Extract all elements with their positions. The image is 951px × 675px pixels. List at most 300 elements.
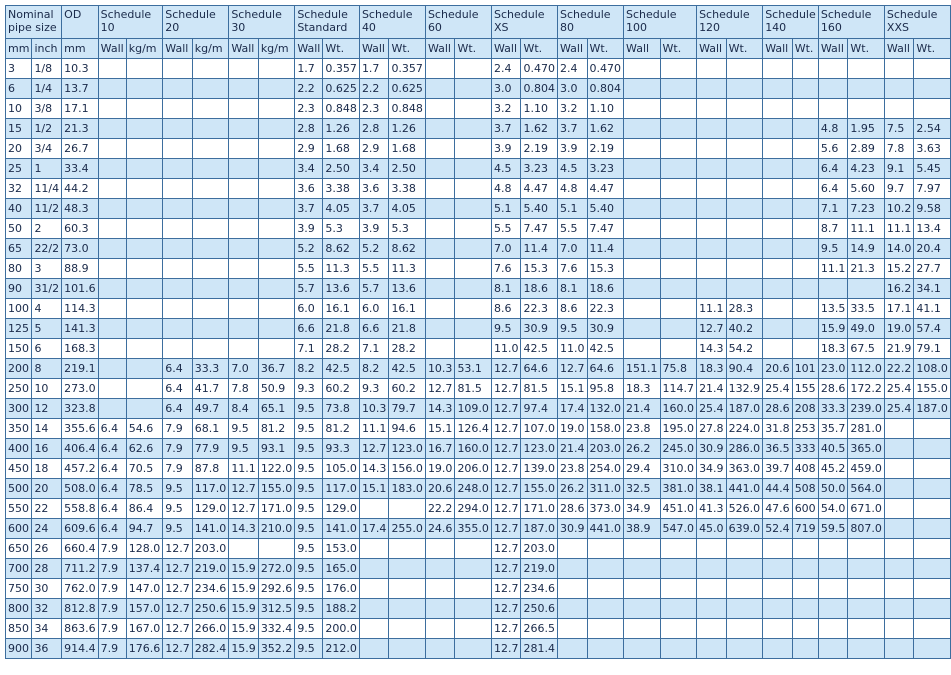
table-cell: 18.6 bbox=[521, 279, 558, 299]
table-cell bbox=[792, 639, 818, 659]
table-cell bbox=[792, 119, 818, 139]
table-cell bbox=[884, 419, 914, 439]
table-cell: 18.3 bbox=[624, 379, 661, 399]
table-cell: 23.8 bbox=[624, 419, 661, 439]
table-cell: 2.4 bbox=[491, 59, 521, 79]
table-cell bbox=[587, 599, 624, 619]
table-cell: 12.7 bbox=[491, 419, 521, 439]
table-cell bbox=[792, 619, 818, 639]
table-cell bbox=[624, 219, 661, 239]
table-cell: 15.2 bbox=[884, 259, 914, 279]
table-cell: 32 bbox=[6, 179, 32, 199]
table-cell bbox=[229, 179, 259, 199]
table-cell: 1.7 bbox=[295, 59, 323, 79]
table-cell: 0.625 bbox=[389, 79, 426, 99]
table-cell: 75.8 bbox=[660, 359, 697, 379]
table-cell: 812.8 bbox=[62, 599, 99, 619]
table-cell: 1.95 bbox=[848, 119, 885, 139]
table-cell: 14.9 bbox=[848, 239, 885, 259]
table-cell bbox=[258, 239, 295, 259]
table-cell: 8.62 bbox=[389, 239, 426, 259]
table-cell: 13.5 bbox=[818, 299, 848, 319]
table-cell: 3.7 bbox=[295, 199, 323, 219]
table-cell: 129.0 bbox=[323, 499, 360, 519]
table-cell bbox=[389, 499, 426, 519]
table-cell: 9.5 bbox=[163, 519, 193, 539]
table-cell: 87.8 bbox=[192, 459, 229, 479]
table-cell: 81.5 bbox=[455, 379, 492, 399]
table-cell: 16.7 bbox=[425, 439, 455, 459]
table-cell bbox=[192, 279, 229, 299]
table-cell: 52.4 bbox=[763, 519, 793, 539]
table-cell bbox=[126, 199, 163, 219]
table-cell: 3.4 bbox=[359, 159, 389, 179]
table-cell bbox=[558, 559, 588, 579]
table-cell bbox=[163, 179, 193, 199]
table-cell: 807.0 bbox=[848, 519, 885, 539]
header-subheader-row bbox=[6, 39, 951, 59]
table-cell: 660.4 bbox=[62, 539, 99, 559]
table-cell: 2.3 bbox=[295, 99, 323, 119]
table-cell: 7.6 bbox=[491, 259, 521, 279]
table-cell: 60.2 bbox=[323, 379, 360, 399]
table-cell: 11.0 bbox=[558, 339, 588, 359]
table-cell: 2.54 bbox=[914, 119, 951, 139]
table-cell: 50 bbox=[6, 219, 32, 239]
table-cell bbox=[455, 339, 492, 359]
table-cell bbox=[697, 79, 727, 99]
table-cell: 26.2 bbox=[624, 439, 661, 459]
table-cell bbox=[163, 199, 193, 219]
table-cell bbox=[914, 439, 951, 459]
table-cell: 16.2 bbox=[884, 279, 914, 299]
table-cell bbox=[763, 139, 793, 159]
header-subheader-cell: Wall bbox=[229, 39, 259, 59]
table-cell bbox=[558, 579, 588, 599]
table-cell: 33.4 bbox=[62, 159, 99, 179]
table-cell: 112.0 bbox=[848, 359, 885, 379]
table-cell: 206.0 bbox=[455, 459, 492, 479]
table-cell bbox=[792, 179, 818, 199]
table-cell: 31.8 bbox=[763, 419, 793, 439]
table-cell: 39.7 bbox=[763, 459, 793, 479]
table-cell bbox=[98, 279, 126, 299]
table-cell: 2.89 bbox=[848, 139, 885, 159]
table-cell: 126.4 bbox=[455, 419, 492, 439]
table-cell bbox=[624, 539, 661, 559]
table-cell: 1.62 bbox=[521, 119, 558, 139]
table-cell: 8.2 bbox=[359, 359, 389, 379]
table-cell: 65.1 bbox=[258, 399, 295, 419]
table-cell: 1.10 bbox=[587, 99, 624, 119]
table-cell bbox=[697, 259, 727, 279]
table-cell bbox=[192, 319, 229, 339]
table-cell: 4 bbox=[32, 299, 62, 319]
table-cell: 10.3 bbox=[62, 59, 99, 79]
table-cell bbox=[763, 179, 793, 199]
table-cell: 6.4 bbox=[98, 439, 126, 459]
table-cell bbox=[624, 119, 661, 139]
table-cell: 0.357 bbox=[323, 59, 360, 79]
table-cell: 32 bbox=[32, 599, 62, 619]
table-cell: 219.0 bbox=[192, 559, 229, 579]
table-cell: 45.0 bbox=[697, 519, 727, 539]
table-cell: 15.9 bbox=[818, 319, 848, 339]
table-cell: 3.0 bbox=[491, 79, 521, 99]
table-cell: 451.0 bbox=[660, 499, 697, 519]
table-cell: 17.4 bbox=[359, 519, 389, 539]
table-cell bbox=[624, 99, 661, 119]
table-cell: 9.5 bbox=[295, 639, 323, 659]
header-subheader-cell: Wall bbox=[763, 39, 793, 59]
table-cell: 281.0 bbox=[848, 419, 885, 439]
table-cell: 253 bbox=[792, 419, 818, 439]
table-cell: 30.9 bbox=[521, 319, 558, 339]
table-cell: 53.1 bbox=[455, 359, 492, 379]
table-cell bbox=[98, 319, 126, 339]
table-cell: 300 bbox=[6, 399, 32, 419]
table-cell: 4.47 bbox=[521, 179, 558, 199]
table-cell: 22.3 bbox=[521, 299, 558, 319]
table-cell: 7.9 bbox=[98, 599, 126, 619]
table-row bbox=[6, 79, 951, 99]
table-cell: 60.3 bbox=[62, 219, 99, 239]
table-cell bbox=[884, 559, 914, 579]
table-cell bbox=[98, 339, 126, 359]
table-cell: 45.2 bbox=[818, 459, 848, 479]
table-cell bbox=[914, 519, 951, 539]
table-cell: 650 bbox=[6, 539, 32, 559]
table-cell: 11.1 bbox=[229, 459, 259, 479]
table-cell bbox=[425, 239, 455, 259]
table-cell bbox=[914, 479, 951, 499]
table-cell: 381.0 bbox=[660, 479, 697, 499]
header-subheader-cell: inch bbox=[32, 39, 62, 59]
table-cell: 50.9 bbox=[258, 379, 295, 399]
table-cell: 400 bbox=[6, 439, 32, 459]
table-cell: 282.4 bbox=[192, 639, 229, 659]
table-cell bbox=[425, 119, 455, 139]
table-cell: 13.7 bbox=[62, 79, 99, 99]
table-row bbox=[6, 119, 951, 139]
table-cell: 40.5 bbox=[818, 439, 848, 459]
table-cell: 750 bbox=[6, 579, 32, 599]
table-row bbox=[6, 559, 951, 579]
table-cell bbox=[229, 199, 259, 219]
header-subheader-cell: Wall bbox=[624, 39, 661, 59]
table-cell: 9.5 bbox=[295, 619, 323, 639]
table-cell: 30 bbox=[32, 579, 62, 599]
table-cell bbox=[455, 199, 492, 219]
table-cell: 20 bbox=[6, 139, 32, 159]
table-cell: 9.5 bbox=[295, 539, 323, 559]
table-cell: 11.4 bbox=[521, 239, 558, 259]
table-cell bbox=[792, 259, 818, 279]
table-cell bbox=[848, 619, 885, 639]
table-cell bbox=[126, 319, 163, 339]
header-group-cell: Schedule 40 bbox=[359, 6, 425, 39]
table-cell: 5.2 bbox=[359, 239, 389, 259]
table-cell: 9.5 bbox=[163, 499, 193, 519]
table-cell bbox=[792, 279, 818, 299]
table-cell: 79.7 bbox=[389, 399, 426, 419]
table-cell: 132.0 bbox=[587, 399, 624, 419]
table-cell: 132.9 bbox=[726, 379, 763, 399]
table-cell: 7.8 bbox=[229, 379, 259, 399]
table-cell: 352.2 bbox=[258, 639, 295, 659]
table-cell bbox=[455, 639, 492, 659]
table-cell: 8.6 bbox=[558, 299, 588, 319]
table-cell: 95.8 bbox=[587, 379, 624, 399]
table-cell: 5.60 bbox=[848, 179, 885, 199]
table-cell bbox=[660, 579, 697, 599]
table-cell: 219.1 bbox=[62, 359, 99, 379]
table-cell: 25 bbox=[6, 159, 32, 179]
table-cell bbox=[98, 299, 126, 319]
table-cell: 67.5 bbox=[848, 339, 885, 359]
table-cell: 12.7 bbox=[491, 459, 521, 479]
table-cell bbox=[697, 199, 727, 219]
table-cell: 6.4 bbox=[163, 399, 193, 419]
table-cell bbox=[884, 539, 914, 559]
table-cell: 3/8 bbox=[32, 99, 62, 119]
table-cell: 609.6 bbox=[62, 519, 99, 539]
table-cell: 21.4 bbox=[624, 399, 661, 419]
table-cell bbox=[763, 99, 793, 119]
table-cell bbox=[455, 239, 492, 259]
header-subheader-cell: Wt. bbox=[660, 39, 697, 59]
table-cell bbox=[763, 319, 793, 339]
table-cell: 7.0 bbox=[491, 239, 521, 259]
table-cell: 28.6 bbox=[818, 379, 848, 399]
table-cell: 200.0 bbox=[323, 619, 360, 639]
table-cell bbox=[192, 339, 229, 359]
table-cell: 2.9 bbox=[295, 139, 323, 159]
table-cell: 355.6 bbox=[62, 419, 99, 439]
header-subheader-cell: mm bbox=[62, 39, 99, 59]
table-cell: 719 bbox=[792, 519, 818, 539]
table-cell bbox=[884, 619, 914, 639]
table-cell bbox=[884, 639, 914, 659]
table-cell bbox=[884, 479, 914, 499]
table-cell: 508.0 bbox=[62, 479, 99, 499]
table-cell bbox=[98, 399, 126, 419]
table-cell: 11/4 bbox=[32, 179, 62, 199]
table-cell: 17.1 bbox=[884, 299, 914, 319]
table-cell: 762.0 bbox=[62, 579, 99, 599]
header-subheader-cell: Wt. bbox=[455, 39, 492, 59]
table-cell bbox=[98, 99, 126, 119]
table-cell bbox=[660, 259, 697, 279]
table-cell bbox=[389, 599, 426, 619]
table-cell bbox=[763, 279, 793, 299]
table-cell bbox=[359, 619, 389, 639]
table-cell bbox=[192, 59, 229, 79]
table-cell: 7.8 bbox=[884, 139, 914, 159]
table-cell bbox=[818, 559, 848, 579]
table-cell: 155.0 bbox=[914, 379, 951, 399]
table-cell: 5.5 bbox=[295, 259, 323, 279]
table-cell bbox=[126, 159, 163, 179]
table-cell: 3.2 bbox=[491, 99, 521, 119]
table-cell: 36 bbox=[32, 639, 62, 659]
table-cell: 30.9 bbox=[587, 319, 624, 339]
table-row bbox=[6, 439, 951, 459]
table-cell bbox=[163, 279, 193, 299]
table-cell: 547.0 bbox=[660, 519, 697, 539]
table-cell: 12.7 bbox=[491, 559, 521, 579]
header-subheader-cell: Wt. bbox=[726, 39, 763, 59]
table-cell bbox=[258, 259, 295, 279]
table-cell bbox=[624, 199, 661, 219]
table-row bbox=[6, 499, 951, 519]
table-cell bbox=[359, 599, 389, 619]
table-cell: 22.2 bbox=[425, 499, 455, 519]
table-cell: 21.3 bbox=[62, 119, 99, 139]
table-cell bbox=[848, 59, 885, 79]
table-cell: 5.1 bbox=[558, 199, 588, 219]
table-cell: 5.3 bbox=[323, 219, 360, 239]
table-cell bbox=[98, 159, 126, 179]
table-cell bbox=[126, 59, 163, 79]
header-subheader-cell: Wt. bbox=[389, 39, 426, 59]
table-cell: 6.4 bbox=[163, 379, 193, 399]
table-cell bbox=[425, 339, 455, 359]
table-cell: 49.0 bbox=[848, 319, 885, 339]
table-cell bbox=[818, 99, 848, 119]
table-cell bbox=[792, 239, 818, 259]
table-cell: 3.6 bbox=[359, 179, 389, 199]
header-group-cell: Schedule 80 bbox=[558, 6, 624, 39]
table-cell bbox=[455, 559, 492, 579]
table-cell: 101.6 bbox=[62, 279, 99, 299]
table-cell: 11.1 bbox=[359, 419, 389, 439]
table-cell: 245.0 bbox=[660, 439, 697, 459]
table-cell: 12.7 bbox=[359, 439, 389, 459]
table-cell: 24.6 bbox=[425, 519, 455, 539]
table-cell bbox=[726, 619, 763, 639]
table-cell: 0.804 bbox=[587, 79, 624, 99]
table-cell: 671.0 bbox=[848, 499, 885, 519]
table-cell: 20.4 bbox=[914, 239, 951, 259]
table-cell: 0.470 bbox=[521, 59, 558, 79]
table-cell bbox=[126, 399, 163, 419]
table-cell: 44.2 bbox=[62, 179, 99, 199]
table-cell bbox=[624, 259, 661, 279]
table-cell: 38.1 bbox=[697, 479, 727, 499]
table-cell: 16.1 bbox=[389, 299, 426, 319]
table-cell bbox=[763, 79, 793, 99]
table-cell bbox=[455, 99, 492, 119]
table-cell: 1.68 bbox=[389, 139, 426, 159]
table-cell: 33.3 bbox=[818, 399, 848, 419]
table-cell: 12.7 bbox=[163, 559, 193, 579]
table-cell bbox=[624, 59, 661, 79]
table-cell: 272.0 bbox=[258, 559, 295, 579]
table-cell bbox=[587, 579, 624, 599]
table-cell: 3.4 bbox=[295, 159, 323, 179]
table-row bbox=[6, 159, 951, 179]
table-cell: 12.7 bbox=[491, 479, 521, 499]
table-cell: 141.0 bbox=[323, 519, 360, 539]
table-cell: 7.47 bbox=[521, 219, 558, 239]
table-cell: 3.7 bbox=[558, 119, 588, 139]
table-cell: 34.1 bbox=[914, 279, 951, 299]
table-cell bbox=[192, 199, 229, 219]
table-cell bbox=[726, 119, 763, 139]
table-cell: 8.62 bbox=[323, 239, 360, 259]
table-cell: 600 bbox=[792, 499, 818, 519]
table-cell: 1.26 bbox=[389, 119, 426, 139]
table-cell bbox=[425, 579, 455, 599]
table-cell bbox=[624, 139, 661, 159]
table-cell: 9.1 bbox=[884, 159, 914, 179]
table-cell bbox=[884, 439, 914, 459]
table-cell bbox=[660, 199, 697, 219]
table-cell: 5.5 bbox=[359, 259, 389, 279]
table-cell: 42.5 bbox=[521, 339, 558, 359]
pipe-schedule-table bbox=[5, 5, 951, 659]
table-cell: 5.40 bbox=[587, 199, 624, 219]
table-cell bbox=[697, 239, 727, 259]
table-cell bbox=[192, 239, 229, 259]
table-cell bbox=[848, 579, 885, 599]
table-cell: 3.23 bbox=[521, 159, 558, 179]
table-cell: 15.9 bbox=[229, 639, 259, 659]
table-row bbox=[6, 319, 951, 339]
table-cell: 100 bbox=[6, 299, 32, 319]
table-cell bbox=[726, 219, 763, 239]
table-cell: 292.6 bbox=[258, 579, 295, 599]
table-cell: 12.7 bbox=[163, 579, 193, 599]
table-row bbox=[6, 359, 951, 379]
table-cell: 1.62 bbox=[587, 119, 624, 139]
table-cell: 15.9 bbox=[229, 579, 259, 599]
table-row bbox=[6, 619, 951, 639]
table-cell: 6.4 bbox=[98, 459, 126, 479]
table-cell: 10 bbox=[6, 99, 32, 119]
table-cell bbox=[697, 639, 727, 659]
table-header bbox=[6, 6, 951, 59]
table-cell: 14.3 bbox=[359, 459, 389, 479]
table-cell bbox=[455, 319, 492, 339]
table-cell bbox=[884, 99, 914, 119]
table-cell: 12.7 bbox=[491, 519, 521, 539]
table-cell bbox=[425, 59, 455, 79]
table-row bbox=[6, 599, 951, 619]
table-cell: 18.3 bbox=[818, 339, 848, 359]
table-row bbox=[6, 639, 951, 659]
table-cell: 4.8 bbox=[558, 179, 588, 199]
table-cell: 7.9 bbox=[163, 419, 193, 439]
table-cell: 17.1 bbox=[62, 99, 99, 119]
table-cell: 1 bbox=[32, 159, 62, 179]
table-cell: 12.7 bbox=[491, 639, 521, 659]
table-cell bbox=[792, 559, 818, 579]
table-cell bbox=[455, 159, 492, 179]
table-cell: 526.0 bbox=[726, 499, 763, 519]
table-cell bbox=[660, 619, 697, 639]
table-cell bbox=[697, 179, 727, 199]
table-cell bbox=[818, 639, 848, 659]
table-cell: 850 bbox=[6, 619, 32, 639]
table-cell bbox=[126, 299, 163, 319]
table-cell: 2.8 bbox=[359, 119, 389, 139]
table-cell: 10.2 bbox=[884, 199, 914, 219]
table-cell: 2 bbox=[32, 219, 62, 239]
table-cell bbox=[163, 159, 193, 179]
header-group-cell: Schedule XXS bbox=[884, 6, 950, 39]
